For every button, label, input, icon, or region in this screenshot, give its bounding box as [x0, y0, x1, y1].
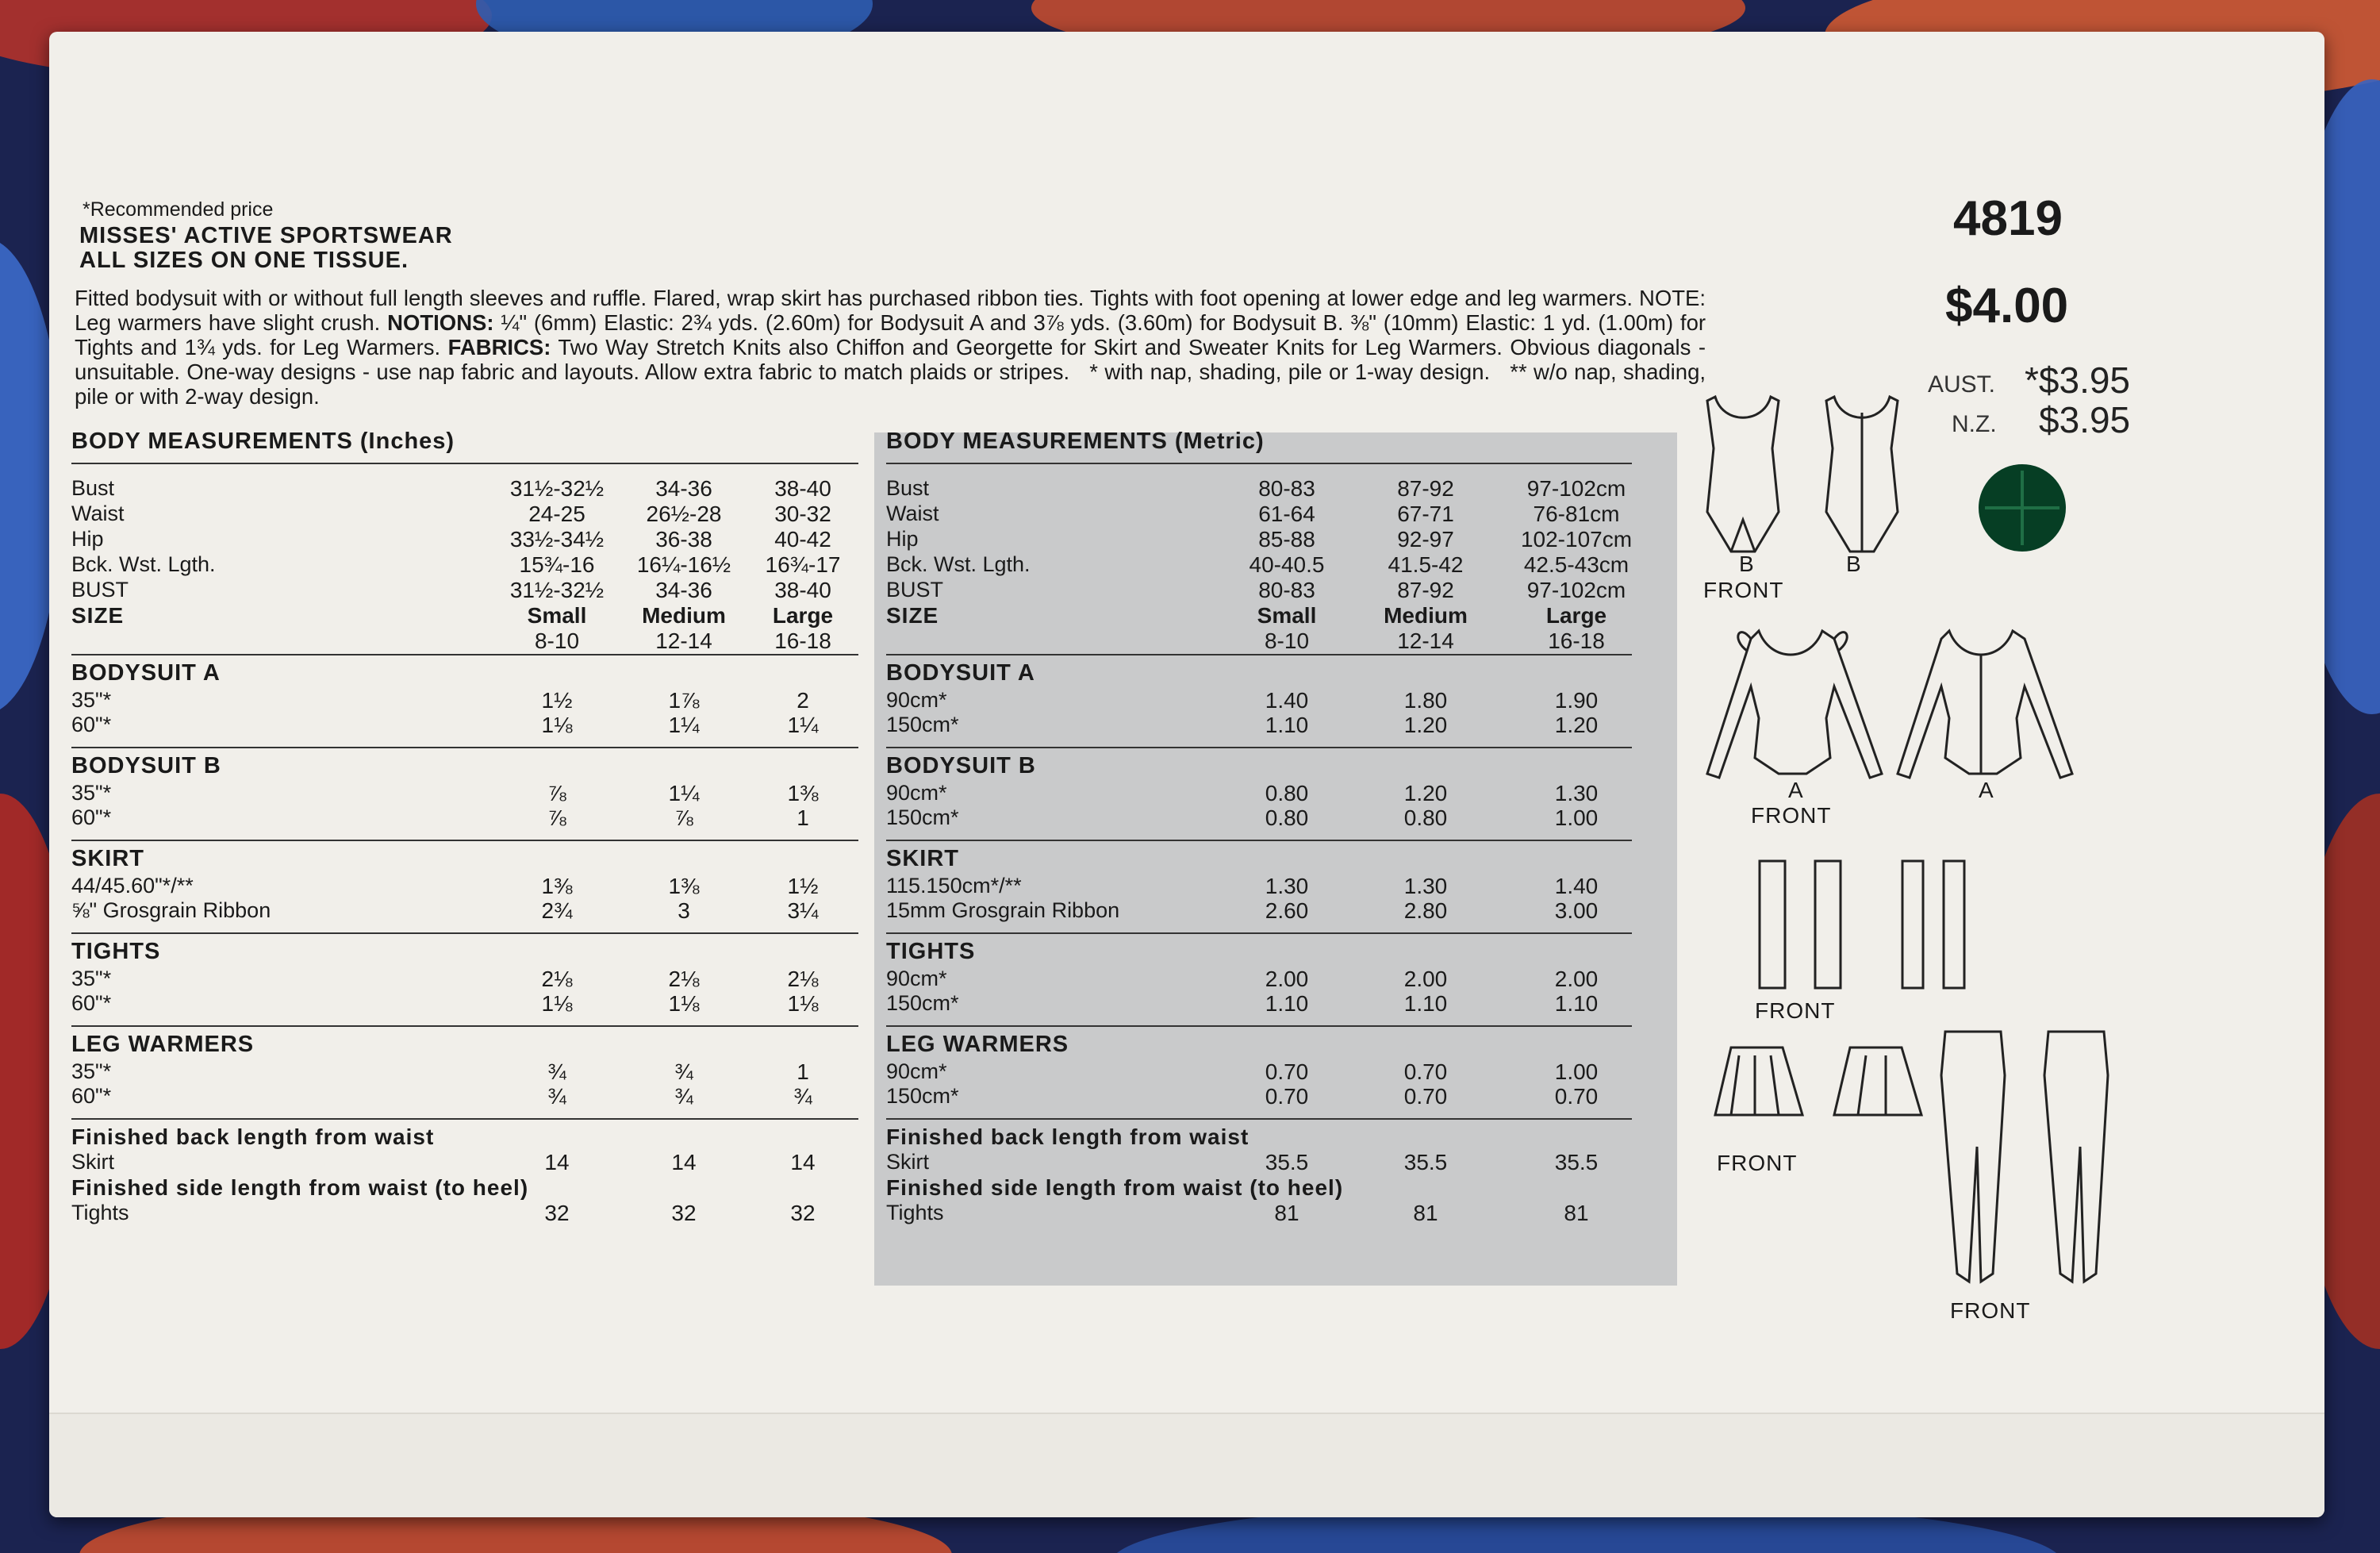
metric-row-value: 0.70 — [1265, 1059, 1309, 1084]
fabrics-text: Two Way Stretch Knits also Chiffon and Georgette for Skirt and Sweater Knits for Leg Warmers. Obvious diagonals - unsuitable. One-way designs - use nap fabric and layouts. Allow extra fabric to match plaids or stripes. — [75, 335, 1706, 384]
inches-tights-value: 32 — [790, 1201, 816, 1225]
metric-measure-value: 97-102cm — [1526, 476, 1626, 501]
metric-measure-value: 80-83 — [1258, 578, 1315, 602]
inches-row-value: 1⅜ — [668, 874, 700, 898]
metric-section-rule — [886, 932, 1632, 934]
inches-measure-value: 16¾-17 — [765, 552, 841, 577]
inches-finished-side: Finished side length from waist (to heel) — [71, 1175, 529, 1200]
metric-measure-value: 87-92 — [1397, 578, 1454, 602]
metric-size-name: Large — [1545, 603, 1607, 628]
metric-measure-label: Bust — [886, 476, 930, 500]
skirt-front-label: FRONT — [1717, 1151, 1798, 1175]
metric-skirt-value: 35.5 — [1403, 1150, 1448, 1174]
inches-measure-value: 38-40 — [774, 578, 831, 602]
inches-section-title: SKIRT — [71, 846, 144, 871]
metric-heading: BODY MEASUREMENTS (Metric) — [886, 429, 1265, 454]
inches-row-label: 44/45.60"*/** — [71, 874, 194, 898]
inches-measure-label: Hip — [71, 527, 104, 551]
metric-measure-value: 92-97 — [1397, 527, 1454, 552]
metric-row-label: 90cm* — [886, 688, 947, 712]
inches-row-value: 1⅛ — [541, 713, 573, 737]
inches-finished-rule — [71, 1118, 858, 1120]
inches-row-value: 1⅛ — [787, 991, 819, 1016]
inches-measure-value: 16¼-16½ — [636, 552, 731, 577]
metric-row-value: 0.70 — [1403, 1084, 1448, 1109]
aust-price: *$3.95 — [2025, 359, 2131, 401]
metric-row-value: 1.10 — [1265, 991, 1309, 1016]
inches-measure-label: Bck. Wst. Lgth. — [71, 552, 216, 576]
metric-row-label: 90cm* — [886, 781, 947, 805]
inches-row-value: 1¼ — [668, 713, 700, 737]
inches-section-rule — [71, 932, 858, 934]
inches-size-name: Large — [772, 603, 834, 628]
metric-skirt-label: Skirt — [886, 1150, 929, 1174]
metric-measure-value: 67-71 — [1397, 502, 1454, 526]
nz-price: $3.95 — [2039, 399, 2131, 440]
metric-heading-rule — [886, 463, 1632, 464]
metric-section-title: LEG WARMERS — [886, 1032, 1069, 1057]
metric-row-value: 2.00 — [1265, 967, 1309, 991]
inches-skirt-label: Skirt — [71, 1150, 114, 1174]
inches-row-value: 1 — [797, 805, 809, 830]
inches-section-title: BODYSUIT A — [71, 660, 221, 686]
metric-size-name: Medium — [1384, 603, 1468, 628]
inches-row-value: 2⅛ — [668, 967, 700, 991]
inches-measure-value: 34-36 — [655, 476, 712, 501]
inches-row-value: 1¼ — [668, 781, 700, 805]
metric-size-number: 16-18 — [1548, 629, 1605, 653]
bodysuit-a-front-sketch — [1699, 615, 1890, 782]
inches-measure-value: 36-38 — [655, 527, 712, 552]
metric-row-value: 1.40 — [1265, 688, 1309, 713]
metric-section-rule — [886, 840, 1632, 841]
inches-row-label: 60"* — [71, 805, 112, 829]
notions-label: NOTIONS: — [387, 310, 494, 335]
pattern-title — [79, 224, 453, 273]
metric-measure-value: 61-64 — [1258, 502, 1315, 526]
metric-finished-rule — [886, 1118, 1632, 1120]
recommended-price-note: *Recommended price — [83, 198, 274, 221]
metric-row-value: 1.00 — [1554, 805, 1599, 830]
inches-tights-value: 32 — [544, 1201, 570, 1225]
inches-row-value: ¾ — [793, 1084, 812, 1109]
bodysuit-b-front-sketch — [1699, 393, 1787, 559]
metric-measure-label: Bck. Wst. Lgth. — [886, 552, 1031, 576]
title-line-1: MISSES' ACTIVE SPORTSWEAR — [79, 223, 453, 248]
inches-measure-value: 26½-28 — [646, 502, 722, 526]
metric-row-value: 1.20 — [1403, 781, 1448, 805]
inches-row-value: 1½ — [541, 688, 573, 713]
inches-finished-back: Finished back length from waist — [71, 1124, 435, 1149]
inches-measure-value: 15¾-16 — [519, 552, 595, 577]
metric-row-value: 0.80 — [1265, 781, 1309, 805]
metric-row-value: 0.70 — [1403, 1059, 1448, 1084]
b-front-label: FRONT — [1703, 578, 1784, 602]
metric-row-value: 0.80 — [1265, 805, 1309, 830]
inches-row-label: 35"* — [71, 781, 112, 805]
metric-skirt-value: 35.5 — [1554, 1150, 1599, 1174]
inches-size-number: 16-18 — [774, 629, 831, 653]
aust-label: AUST. — [1928, 371, 1996, 398]
inches-row-label: ⅝" Grosgrain Ribbon — [71, 898, 271, 922]
inches-row-label: 60"* — [71, 713, 112, 736]
metric-measure-value: 76-81cm — [1533, 502, 1620, 526]
inches-row-label: 35"* — [71, 967, 112, 990]
metric-size-number: 8-10 — [1264, 629, 1310, 653]
inches-measure-value: 30-32 — [774, 502, 831, 526]
metric-section-rule — [886, 654, 1632, 655]
metric-row-label: 90cm* — [886, 967, 947, 990]
inches-size-name: Small — [527, 603, 587, 628]
metric-skirt-value: 35.5 — [1265, 1150, 1309, 1174]
a-back-letter: A — [1979, 778, 1994, 802]
metric-measure-value: 97-102cm — [1526, 578, 1626, 602]
metric-size-name: Small — [1257, 603, 1317, 628]
metric-row-label: 150cm* — [886, 991, 959, 1015]
metric-row-value: 1.20 — [1554, 713, 1599, 737]
metric-measure-label: Hip — [886, 527, 919, 551]
inches-measure-label: Bust — [71, 476, 115, 500]
inches-section-rule — [71, 1025, 858, 1027]
pattern-number: 4819 — [1953, 191, 2063, 246]
title-line-2: ALL SIZES ON ONE TISSUE. — [79, 248, 409, 273]
price: $4.00 — [1945, 279, 2069, 333]
metric-row-label: 90cm* — [886, 1059, 947, 1083]
metric-tights-value: 81 — [1274, 1201, 1299, 1225]
metric-row-value: 1.10 — [1554, 991, 1599, 1016]
inches-row-value: 1⅜ — [787, 781, 819, 805]
inches-section-title: TIGHTS — [71, 939, 161, 964]
description-text: Fitted bodysuit with or without full length sleeves and ruffle. Flared, wrap skirt has purchased ribbon ties. Tights with foot opening at lower edge and leg warmers. NOTE: Leg warmers have slight crush. — [75, 286, 1706, 335]
inches-measure-value: 33½-34½ — [509, 527, 605, 552]
inches-tights-label: Tights — [71, 1201, 129, 1224]
metric-finished-back: Finished back length from waist — [886, 1124, 1250, 1149]
inches-row-value: ⅞ — [547, 805, 566, 830]
nap-note-1: * with nap, shading, pile or 1-way design. — [1089, 359, 1491, 384]
a-front-letter: A — [1788, 778, 1804, 802]
a-front-label: FRONT — [1751, 803, 1832, 828]
inches-measure-value: 31½-32½ — [509, 578, 605, 602]
inches-row-value: 2⅛ — [787, 967, 819, 991]
metric-row-label: 150cm* — [886, 713, 959, 736]
inches-measure-label: Waist — [71, 502, 125, 525]
inches-skirt-value: 14 — [790, 1150, 816, 1174]
inches-section-rule — [71, 654, 858, 655]
metric-row-label: 15mm Grosgrain Ribbon — [886, 898, 1120, 922]
b-front-letter: B — [1739, 552, 1755, 576]
metric-row-value: 0.80 — [1403, 805, 1448, 830]
metric-tights-value: 81 — [1564, 1201, 1589, 1225]
metric-section-title: BODYSUIT A — [886, 660, 1035, 686]
metric-row-label: 150cm* — [886, 805, 959, 829]
inches-section-rule — [71, 840, 858, 841]
metric-row-value: 0.70 — [1554, 1084, 1599, 1109]
inches-size-number: 8-10 — [534, 629, 580, 653]
metric-row-label: 115.150cm*/** — [886, 874, 1022, 898]
metric-measure-value: 40-40.5 — [1249, 552, 1325, 577]
metric-tights-value: 81 — [1413, 1201, 1438, 1225]
inches-tights-value: 32 — [671, 1201, 697, 1225]
metric-row-value: 1.40 — [1554, 874, 1599, 898]
inches-row-value: 1⅛ — [541, 991, 573, 1016]
metric-row-value: 0.70 — [1265, 1084, 1309, 1109]
inches-row-label: 35"* — [71, 1059, 112, 1083]
inches-skirt-value: 14 — [544, 1150, 570, 1174]
inches-row-value: 1¼ — [787, 713, 819, 737]
inches-size-name: Medium — [642, 603, 726, 628]
inches-row-value: ¾ — [547, 1084, 566, 1109]
skirt-sketch — [1707, 1036, 1937, 1139]
inches-measure-value: 40-42 — [774, 527, 831, 552]
inches-row-value: 3 — [678, 898, 690, 923]
quality-seal-icon — [1979, 464, 2066, 552]
metric-row-value: 1.30 — [1554, 781, 1599, 805]
metric-size-label: SIZE — [886, 603, 939, 628]
inches-row-label: 60"* — [71, 991, 112, 1015]
metric-measure-value: 85-88 — [1258, 527, 1315, 552]
metric-section-title: SKIRT — [886, 846, 959, 871]
inches-measure-value: 24-25 — [528, 502, 585, 526]
inches-measure-label: BUST — [71, 578, 129, 602]
inches-row-value: 2⅛ — [541, 967, 573, 991]
metric-tights-label: Tights — [886, 1201, 944, 1224]
metric-section-rule — [886, 1025, 1632, 1027]
metric-measure-label: BUST — [886, 578, 944, 602]
nap-note-2: ** w/o nap, shading, pile or with 2-way design. — [75, 359, 1706, 409]
envelope-flap — [49, 1413, 2324, 1517]
inches-heading: BODY MEASUREMENTS (Inches) — [71, 429, 455, 454]
inches-row-value: 2¾ — [541, 898, 573, 923]
notions-text: ¼" (6mm) Elastic: 2¾ yds. (2.60m) for Bodysuit A and 3⅞ yds. (3.60m) for Bodysuit B. ⅜" (10mm) Elastic: 1 yd. (1.00m) for Tights and 1¾ yds. for Leg Warmers. — [75, 310, 1706, 359]
metric-row-value: 2.00 — [1554, 967, 1599, 991]
fabrics-label: FABRICS: — [447, 335, 551, 359]
bodysuit-a-back-sketch — [1890, 615, 2080, 782]
metric-row-value: 2.60 — [1265, 898, 1309, 923]
inches-row-value: ¾ — [547, 1059, 566, 1084]
metric-section-rule — [886, 747, 1632, 748]
inches-row-value: 1⅜ — [541, 874, 573, 898]
inches-row-label: 60"* — [71, 1084, 112, 1108]
metric-measure-label: Waist — [886, 502, 939, 525]
pattern-envelope-back — [49, 32, 2324, 1517]
tights-sketch — [1937, 1028, 2152, 1297]
metric-row-value: 1.10 — [1403, 991, 1448, 1016]
inches-row-value: ¾ — [674, 1059, 693, 1084]
metric-row-value: 2.00 — [1403, 967, 1448, 991]
metric-finished-side: Finished side length from waist (to heel) — [886, 1175, 1344, 1200]
metric-row-value: 1.20 — [1403, 713, 1448, 737]
inches-row-value: ¾ — [674, 1084, 693, 1109]
inches-row-label: 35"* — [71, 688, 112, 712]
inches-row-value: 3¼ — [787, 898, 819, 923]
metric-row-value: 1.30 — [1403, 874, 1448, 898]
pattern-description — [75, 286, 1706, 409]
inches-size-label: SIZE — [71, 603, 125, 628]
tights-front-label: FRONT — [1950, 1298, 2031, 1323]
inches-section-title: LEG WARMERS — [71, 1032, 255, 1057]
inches-row-value: ⅞ — [674, 805, 693, 830]
metric-row-value: 1.80 — [1403, 688, 1448, 713]
metric-row-value: 1.10 — [1265, 713, 1309, 737]
inches-heading-rule — [71, 463, 858, 464]
metric-row-value: 1.00 — [1554, 1059, 1599, 1084]
inches-measure-value: 38-40 — [774, 476, 831, 501]
inches-skirt-value: 14 — [671, 1150, 697, 1174]
leg-warmers-front-label: FRONT — [1755, 998, 1836, 1023]
nz-label: N.Z. — [1952, 411, 1997, 437]
metric-section-title: BODYSUIT B — [886, 753, 1036, 778]
metric-section-title: TIGHTS — [886, 939, 976, 964]
bodysuit-b-back-sketch — [1818, 393, 1906, 559]
b-back-letter: B — [1846, 552, 1862, 576]
inches-row-value: ⅞ — [547, 781, 566, 805]
inches-section-rule — [71, 747, 858, 748]
metric-measure-value: 80-83 — [1258, 476, 1315, 501]
inches-measure-value: 34-36 — [655, 578, 712, 602]
inches-section-title: BODYSUIT B — [71, 753, 221, 778]
metric-row-value: 1.90 — [1554, 688, 1599, 713]
metric-measure-value: 87-92 — [1397, 476, 1454, 501]
metric-measure-value: 41.5-42 — [1388, 552, 1464, 577]
inches-row-value: 1½ — [787, 874, 819, 898]
metric-row-label: 150cm* — [886, 1084, 959, 1108]
metric-row-value: 3.00 — [1554, 898, 1599, 923]
metric-measure-value: 42.5-43cm — [1523, 552, 1630, 577]
metric-size-number: 12-14 — [1397, 629, 1454, 653]
metric-row-value: 1.30 — [1265, 874, 1309, 898]
metric-row-value: 2.80 — [1403, 898, 1448, 923]
inches-row-value: 1 — [797, 1059, 809, 1084]
inches-measure-value: 31½-32½ — [509, 476, 605, 501]
inches-row-value: 1⅞ — [668, 688, 700, 713]
inches-row-value: 2 — [797, 688, 809, 713]
metric-measure-value: 102-107cm — [1520, 527, 1633, 552]
inches-row-value: 1⅛ — [668, 991, 700, 1016]
inches-size-number: 12-14 — [655, 629, 712, 653]
leg-warmers-sketch — [1753, 857, 1975, 992]
